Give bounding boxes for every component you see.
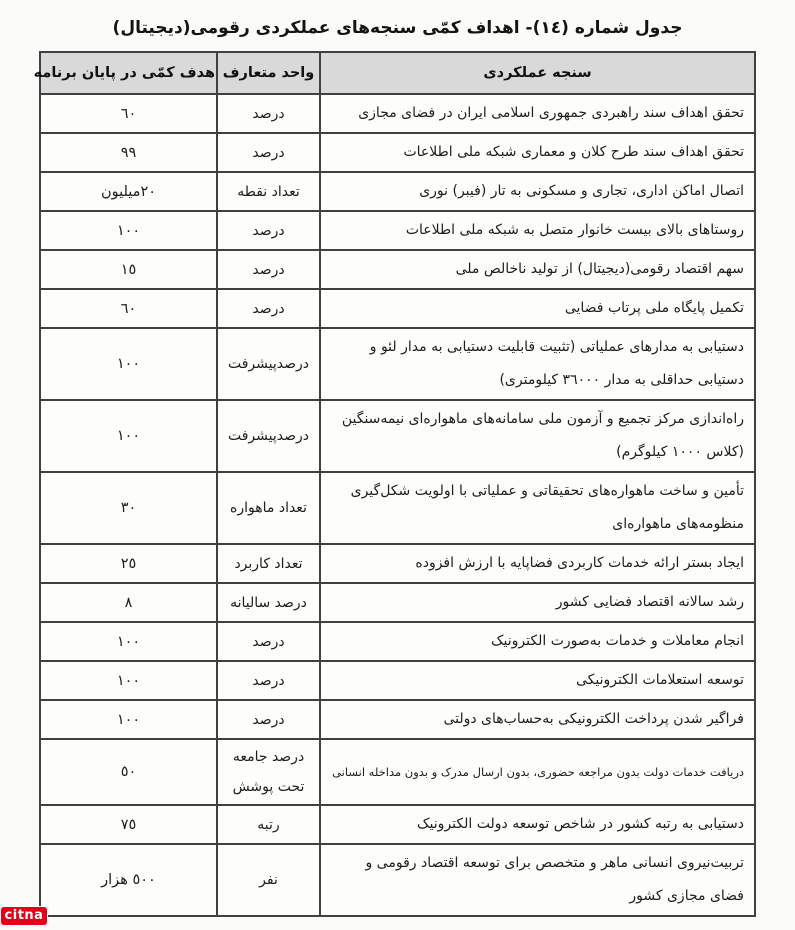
metric-cell: ایجاد بستر ارائه خدمات کاربردی فضاپایه با ارزش افزوده bbox=[320, 544, 755, 583]
unit-cell: تعداد کاربرد bbox=[217, 544, 320, 583]
unit-cell: درصد bbox=[217, 289, 320, 328]
table-row bbox=[40, 289, 755, 328]
unit-cell: تعداد ماهواره bbox=[217, 472, 320, 544]
table-row bbox=[40, 739, 755, 805]
header-metric: سنجه عملکردی bbox=[320, 52, 755, 94]
target-cell: ١٠٠ bbox=[40, 328, 217, 400]
table-row bbox=[40, 250, 755, 289]
target-cell: ١٠٠ bbox=[40, 400, 217, 472]
target-cell: ٥٠٠ هزار bbox=[40, 844, 217, 916]
metric-cell: تحقق اهداف سند طرح کلان و معماری شبکه ملی اطلاعات bbox=[320, 133, 755, 172]
target-cell: ٧٥ bbox=[40, 805, 217, 844]
metric-cell: دستیابی به رتبه کشور در شاخص توسعه دولت الکترونیک bbox=[320, 805, 755, 844]
metric-cell: تکمیل پایگاه ملی پرتاب فضایی bbox=[320, 289, 755, 328]
unit-cell: درصدپیشرفت bbox=[217, 400, 320, 472]
metric-cell: اتصال اماکن اداری، تجاری و مسکونی به تار (فیبر) نوری bbox=[320, 172, 755, 211]
metric-cell: توسعه استعلامات الکترونیکی bbox=[320, 661, 755, 700]
target-cell: ٥٠ bbox=[40, 739, 217, 805]
unit-cell: درصدپیشرفت bbox=[217, 328, 320, 400]
metric-cell: سهم اقتصاد رقومی(دیجیتال) از تولید ناخالص ملی bbox=[320, 250, 755, 289]
performance-metrics-table bbox=[33, 51, 756, 917]
target-cell: ٢٠میلیون bbox=[40, 172, 217, 211]
metric-cell: فراگیر شدن پرداخت الکترونیکی به‌حساب‌های دولتی bbox=[320, 700, 755, 739]
table-body bbox=[40, 94, 755, 916]
table-row bbox=[40, 400, 755, 472]
unit-cell: درصد bbox=[217, 211, 320, 250]
target-cell: ٨ bbox=[40, 583, 217, 622]
header-target: هدف کمّی در پایان برنامه bbox=[40, 52, 217, 94]
citna-logo: citna bbox=[0, 906, 48, 926]
unit-cell: درصد جامعه تحت پوشش bbox=[217, 739, 320, 805]
target-cell: ١٠٠ bbox=[40, 211, 217, 250]
unit-cell: درصد bbox=[217, 250, 320, 289]
unit-cell: درصد bbox=[217, 661, 320, 700]
metric-cell: تحقق اهداف سند راهبردی جمهوری اسلامی ایران در فضای مجازی bbox=[320, 94, 755, 133]
target-cell: ١٠٠ bbox=[40, 700, 217, 739]
table-row bbox=[40, 211, 755, 250]
unit-cell: تعداد نقطه bbox=[217, 172, 320, 211]
table-row bbox=[40, 544, 755, 583]
metric-cell: دستیابی به مدارهای عملیاتی (تثبیت قابلیت دستیابی به مدار لئو و دستیابی حداقلی به مدار ٣٦٠٠٠ کیلومتری) bbox=[320, 328, 755, 400]
metric-cell: دریافت خدمات دولت بدون مراجعه حضوری، بدون ارسال مدرک و بدون مداخله انسانی bbox=[320, 739, 755, 805]
metric-cell: روستاهای بالای بیست خانوار متصل به شبکه ملی اطلاعات bbox=[320, 211, 755, 250]
table-row bbox=[40, 133, 755, 172]
table-row bbox=[40, 844, 755, 916]
target-cell: ٦٠ bbox=[40, 289, 217, 328]
target-cell: ١٠٠ bbox=[40, 622, 217, 661]
table-row bbox=[40, 700, 755, 739]
header-row bbox=[40, 52, 755, 94]
table-row bbox=[40, 172, 755, 211]
target-cell: ١٠٠ bbox=[40, 661, 217, 700]
unit-cell: درصد bbox=[217, 94, 320, 133]
metric-cell: انجام معاملات و خدمات به‌صورت الکترونیک bbox=[320, 622, 755, 661]
unit-cell: درصد bbox=[217, 133, 320, 172]
target-cell: ٦٠ bbox=[40, 94, 217, 133]
target-cell: ٩٩ bbox=[40, 133, 217, 172]
metric-cell: رشد سالانه اقتصاد فضایی کشور bbox=[320, 583, 755, 622]
unit-cell: درصد bbox=[217, 700, 320, 739]
table-row bbox=[40, 661, 755, 700]
unit-cell: درصد bbox=[217, 622, 320, 661]
table-row bbox=[40, 622, 755, 661]
page-title: جدول شماره (١٤)- اهداف کمّی سنجه‌های عملکردی رقومی(دیجیتال) bbox=[112, 18, 683, 38]
table-row bbox=[40, 94, 755, 133]
metric-cell: تأمین و ساخت ماهواره‌های تحقیقاتی و عملیاتی با اولویت شکل‌گیری منظومه‌های ماهواره‌ای bbox=[320, 472, 755, 544]
table-row bbox=[40, 583, 755, 622]
metric-cell: تربیت‌نیروی انسانی ماهر و متخصص برای توسعه اقتصاد رقومی و فضای مجازی کشور bbox=[320, 844, 755, 916]
unit-cell: رتبه bbox=[217, 805, 320, 844]
table-row bbox=[40, 472, 755, 544]
unit-cell: نفر bbox=[217, 844, 320, 916]
table-row bbox=[40, 328, 755, 400]
unit-cell: درصد سالیانه bbox=[217, 583, 320, 622]
table-header bbox=[33, 52, 755, 94]
target-cell: ٣٠ bbox=[40, 472, 217, 544]
header-unit: واحد متعارف bbox=[217, 52, 320, 94]
metric-cell: راه‌اندازی مرکز تجمیع و آزمون ملی سامانه‌های ماهواره‌ای نیمه‌سنگین (کلاس ١٠٠٠ کیلوگرم) bbox=[320, 400, 755, 472]
target-cell: ٢٥ bbox=[40, 544, 217, 583]
target-cell: ١٥ bbox=[40, 250, 217, 289]
table-row bbox=[40, 805, 755, 844]
